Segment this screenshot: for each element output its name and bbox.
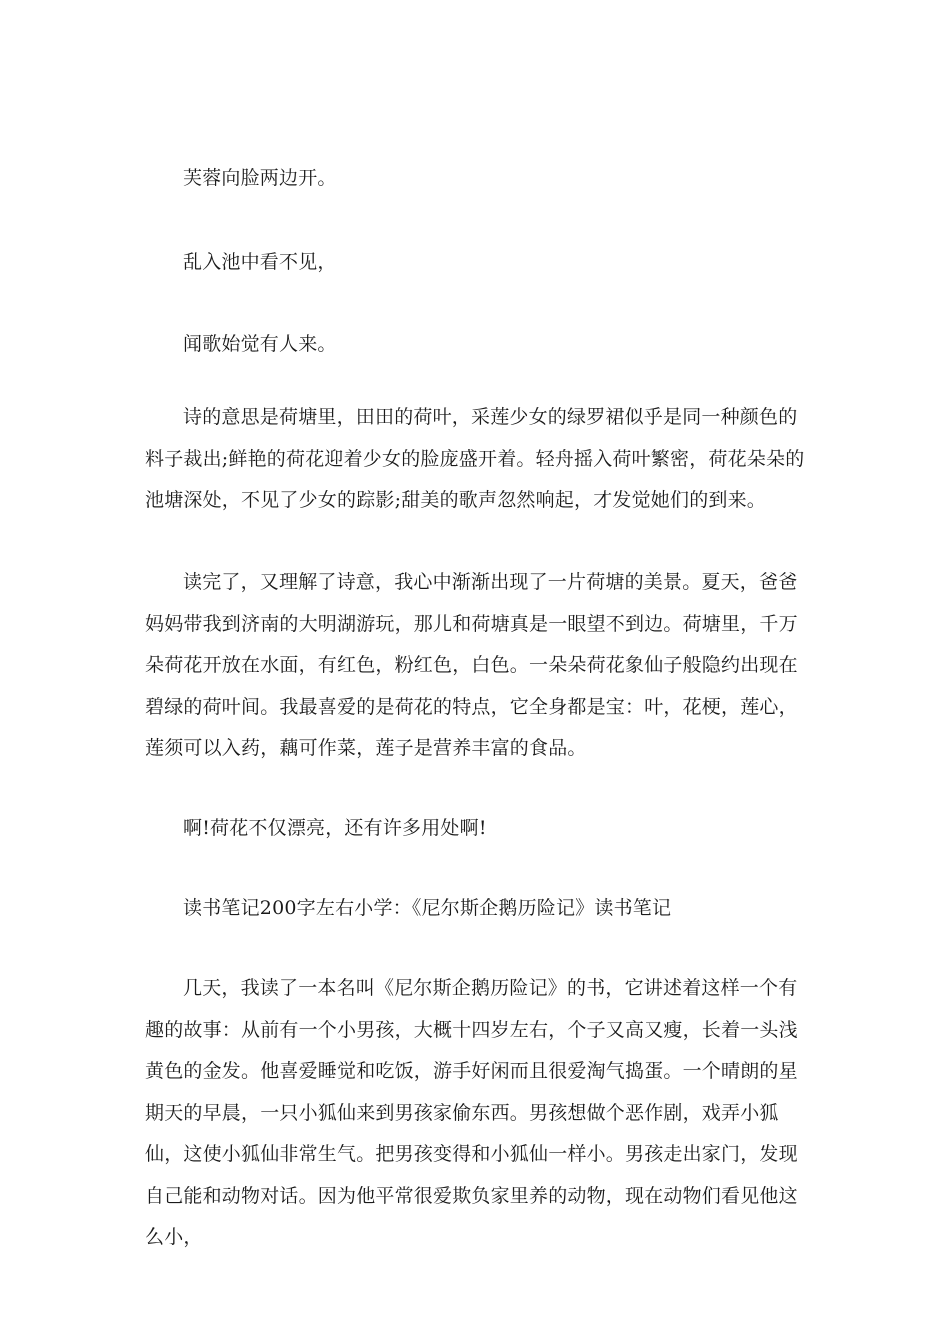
reflection-paragraph: 读完了，又理解了诗意，我心中渐渐出现了一片荷塘的美景。夏天，爸爸妈妈带我到济南的大明湖游玩，那儿和荷塘真是一眼望不到边。荷塘里，千万朵荷花开放在水面，有红色，粉红色，白色。一朵朵荷花象仙子般隐约出现在碧绿的荷叶间。我最喜爱的是荷花的特点，它全身都是宝：叶，花梗，莲心，莲须可以入药，藕可作菜，莲子是营养丰富的食品。: [145, 571, 798, 759]
section-heading: 读书笔记200字左右小学：《尼尔斯企鹅历险记》读书笔记: [183, 897, 672, 919]
story-paragraph: 几天，我读了一本名叫《尼尔斯企鹅历险记》的书，它讲述着这样一个有趣的故事：从前有一个小男孩，大概十四岁左右，个子又高又瘦，长着一头浅黄色的金发。他喜爱睡觉和吃饭，游手好闲而且很爱淘气捣蛋。一个晴朗的星期天的早晨，一只小狐仙来到男孩家偷东西。男孩想做个恶作剧，戏弄小狐仙，这使小狐仙非常生气。把男孩变得和小狐仙一样小。男孩走出家门，发现自己能和动物对话。因为他平常很爱欺负家里养的动物，现在动物们看见他这么小，: [145, 977, 798, 1248]
exclamation-paragraph: 啊!荷花不仅漂亮，还有许多用处啊!: [183, 817, 487, 839]
poem-explanation-paragraph: 诗的意思是荷塘里，田田的荷叶，采莲少女的绿罗裙似乎是同一种颜色的料子裁出;鲜艳的荷花迎着少女的脸庞盛开着。轻舟摇入荷叶繁密，荷花朵朵的池塘深处，不见了少女的踪影;甜美的歌声忽然响起，才发觉她们的到来。: [145, 406, 805, 511]
poem-line-1: 芙蓉向脸两边开。: [183, 167, 337, 189]
poem-line-3: 闻歌始觉有人来。: [183, 333, 337, 355]
poem-line-2: 乱入池中看不见，: [183, 251, 337, 273]
